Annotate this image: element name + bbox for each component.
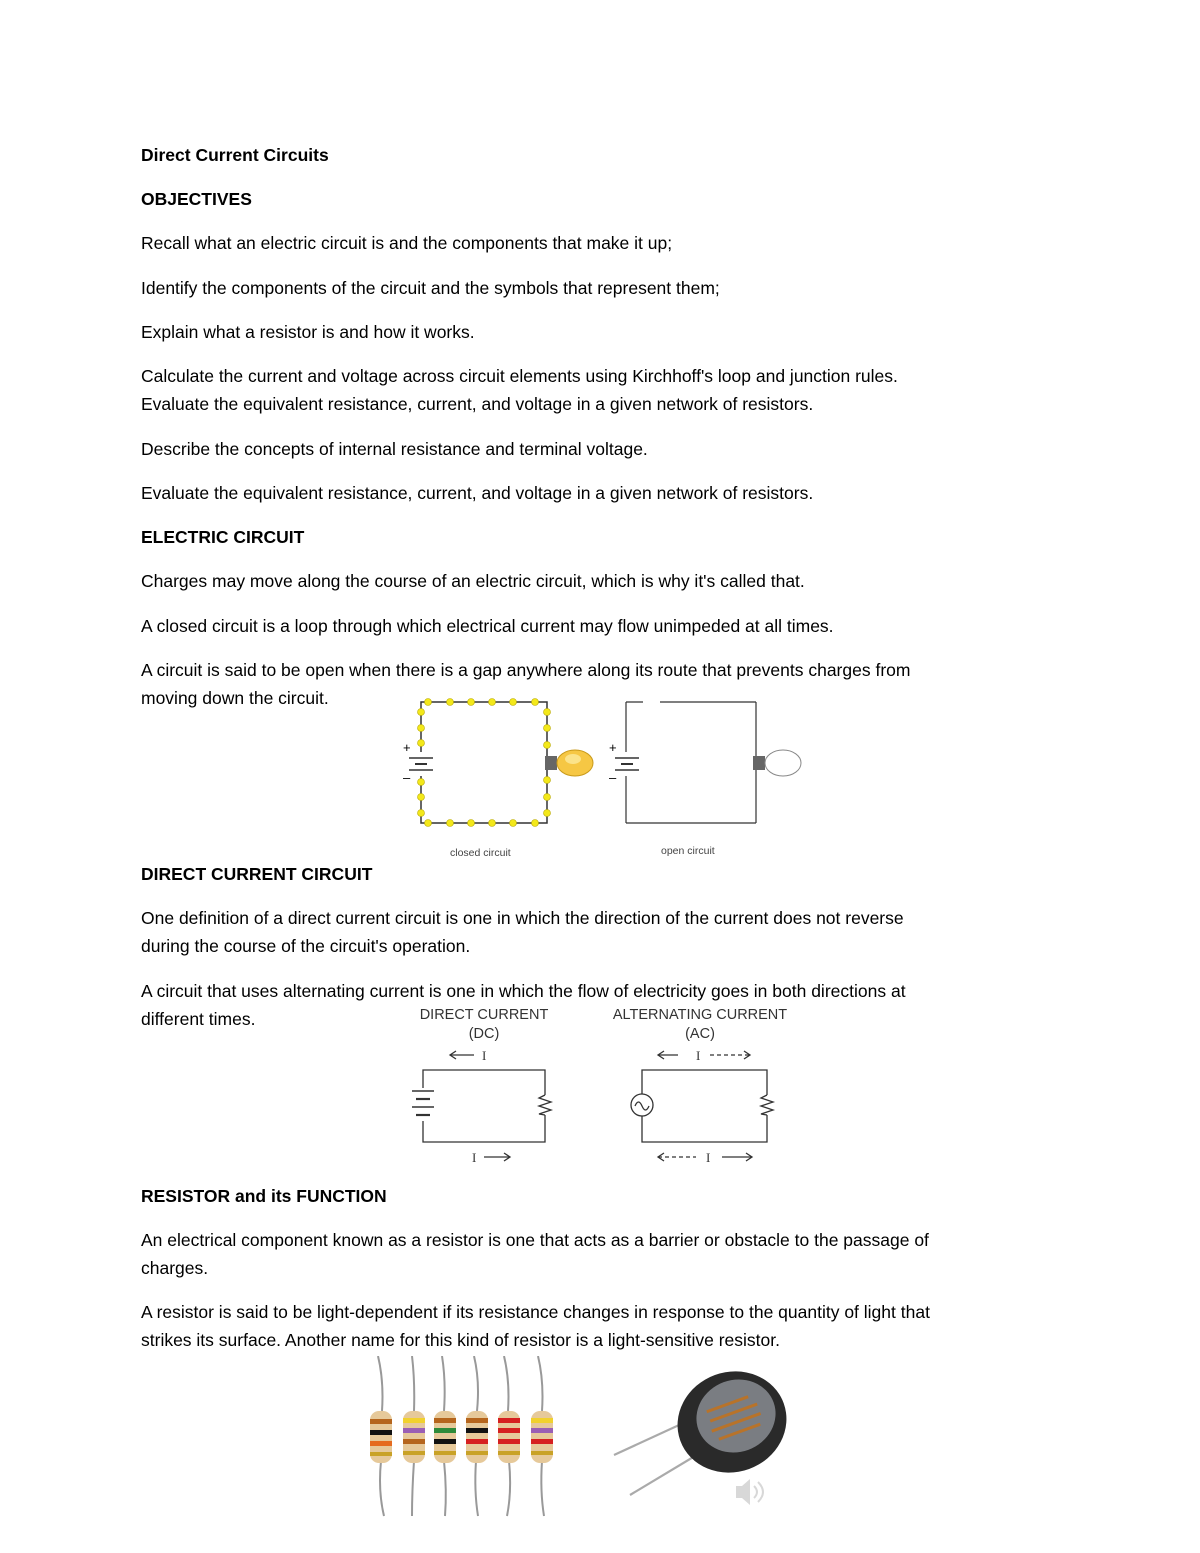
closed-open-circuit-figure (395, 690, 815, 865)
objective-item: Evaluate the equivalent resistance, current, and voltage in a given network of resistors. (141, 394, 814, 414)
objective-item: Explain what a resistor is and how it works. (141, 322, 475, 342)
paragraph: An electrical component known as a resistor is one that acts as a barrier or obstacle to the passage of (141, 1230, 929, 1250)
electric-circuit-heading: ELECTRIC CIRCUIT (141, 527, 305, 547)
objective-item: Describe the concepts of internal resistance and terminal voltage. (141, 439, 648, 459)
paragraph: strikes its surface. Another name for this kind of resistor is a light-sensitive resistor. (141, 1330, 780, 1350)
resistor-heading: RESISTOR and its FUNCTION (141, 1186, 387, 1206)
paragraph: moving down the circuit. (141, 688, 329, 708)
paragraph: A resistor is said to be light-dependent if its resistance changes in response to the quantity of light that (141, 1302, 930, 1322)
objectives-heading: OBJECTIVES (141, 189, 252, 209)
open-circuit-label: open circuit (661, 845, 715, 857)
speaker-icon (736, 1479, 763, 1505)
paragraph: One definition of a direct current circuit is one in which the direction of the current does not reverse (141, 908, 904, 928)
objective-item: Calculate the current and voltage across circuit elements using Kirchhoff's loop and junction rules. (141, 366, 898, 386)
lit-bulb-icon (545, 750, 593, 776)
dc-title: DIRECT CURRENT (419, 1007, 549, 1023)
dc-circuit-heading: DIRECT CURRENT CIRCUIT (141, 864, 373, 884)
dc-subtitle: (DC) (468, 1026, 500, 1042)
svg-text:–: – (609, 770, 617, 785)
svg-text:–: – (403, 770, 411, 785)
current-label: I (706, 1150, 711, 1165)
paragraph: A closed circuit is a loop through which electrical current may flow unimpeded at all times. (141, 616, 834, 636)
current-label: I (472, 1150, 477, 1165)
dc-ac-figure (400, 1003, 800, 1168)
open-circuit-diagram (609, 702, 801, 823)
document-title: Direct Current Circuits (141, 145, 329, 165)
resistors-image (362, 1356, 562, 1521)
paragraph: A circuit is said to be open when there is a gap anywhere along its route that prevents charges from (141, 660, 911, 680)
ac-subtitle: (AC) (685, 1026, 715, 1042)
unlit-bulb-icon (753, 750, 801, 776)
paragraph: charges. (141, 1258, 209, 1278)
svg-text:+: + (609, 740, 617, 755)
closed-circuit-label: closed circuit (450, 847, 511, 859)
current-label: I (482, 1048, 487, 1063)
paragraph: during the course of the circuit's operation. (141, 936, 471, 956)
closed-circuit-diagram (403, 699, 593, 827)
svg-text:+: + (403, 740, 411, 755)
objective-item: Evaluate the equivalent resistance, current, and voltage in a given network of resistors. (141, 483, 814, 503)
dc-circuit-diagram (412, 1051, 551, 1161)
ac-circuit-diagram (631, 1051, 773, 1161)
current-label: I (696, 1048, 701, 1063)
ldr-image (610, 1360, 790, 1510)
paragraph: different times. (141, 1009, 256, 1029)
ac-title: ALTERNATING CURRENT (612, 1007, 788, 1023)
paragraph: Charges may move along the course of an electric circuit, which is why it's called that. (141, 571, 805, 591)
objective-item: Identify the components of the circuit and the symbols that represent them; (141, 278, 720, 298)
paragraph: A circuit that uses alternating current is one in which the flow of electricity goes in both directions at (141, 981, 906, 1001)
objective-item: Recall what an electric circuit is and the components that make it up; (141, 233, 673, 253)
